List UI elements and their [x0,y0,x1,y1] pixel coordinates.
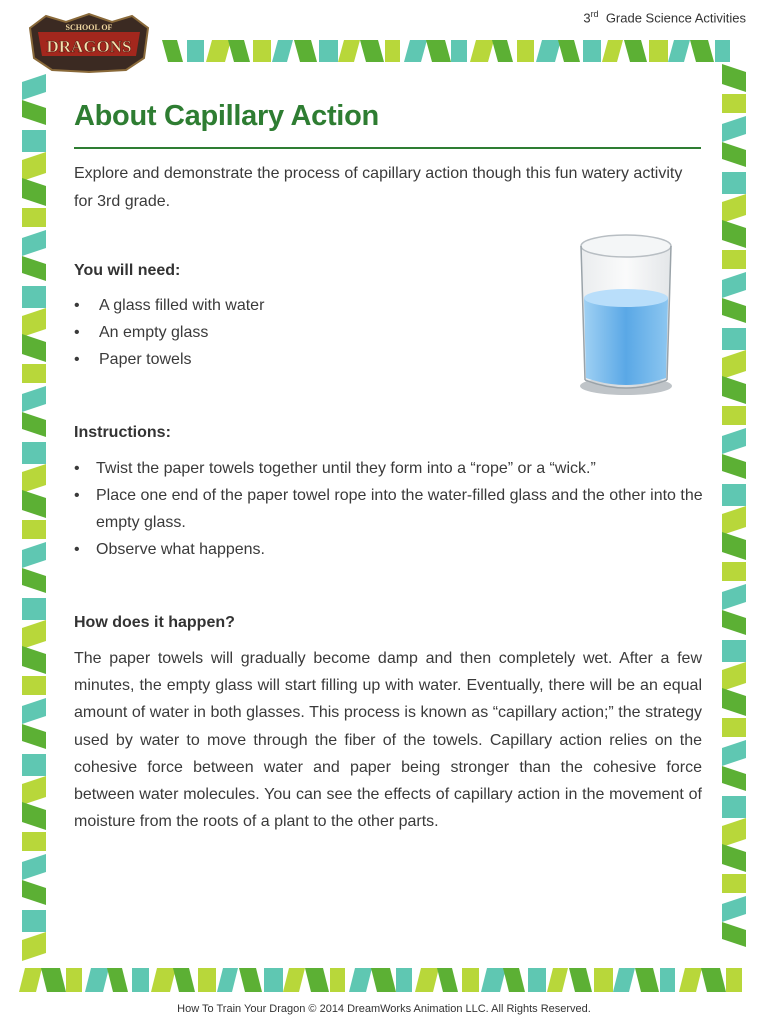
list-item: • An empty glass [74,319,474,346]
svg-text:DRAGONS: DRAGONS [46,37,132,56]
border-segment [635,968,659,992]
border-segment [722,740,746,766]
border-segment [722,844,746,872]
border-segment [722,662,746,691]
border-segment [22,386,46,412]
border-segment [85,968,109,992]
border-segment [722,874,746,893]
border-segment [283,968,305,992]
border-segment [722,376,746,404]
border-segment [319,40,338,62]
border-segment [722,406,746,425]
list-item: • Place one end of the paper towel rope into the water-filled glass and the other into the empty glass. [74,482,708,536]
border-segment [22,646,46,674]
border-segment [722,506,746,535]
border-segment [722,272,746,298]
border-segment [22,130,46,152]
border-segment [22,230,46,256]
border-segment [722,610,746,635]
border-segment [701,968,726,992]
border-segment [722,454,746,479]
border-segment [22,698,46,724]
border-segment [187,40,204,62]
border-segment [722,350,746,379]
border-segment [470,40,494,62]
border-segment [722,688,746,716]
border-segment [624,40,647,62]
materials-list [74,292,474,373]
border-segment [451,40,467,62]
border-segment [66,968,82,992]
border-segment [371,968,396,992]
border-segment [22,152,46,181]
border-segment [22,776,46,805]
border-segment [22,178,46,206]
border-segment [330,968,345,992]
border-segment [426,40,451,62]
border-segment [722,896,746,922]
border-segment [162,40,183,62]
border-segment [22,100,46,125]
border-segment [583,40,601,62]
border-segment [415,968,439,992]
border-segment [198,968,216,992]
border-segment [602,40,623,62]
border-segment [22,364,46,383]
border-segment [22,286,46,308]
border-segment [594,968,613,992]
border-segment [547,968,568,992]
border-segment [22,802,46,830]
border-segment [22,334,46,362]
title-divider [74,147,701,149]
border-segment [492,40,513,62]
svg-text:SCHOOL OF: SCHOOL OF [65,23,113,32]
grade-label: 3rd Grade Science Activities [583,9,746,26]
border-segment [722,562,746,581]
border-segment [722,328,746,350]
border-segment [19,968,42,992]
border-segment [481,968,506,992]
border-segment [722,298,746,323]
border-segment [722,172,746,194]
border-segment [462,968,479,992]
border-segment [338,40,360,62]
border-segment [722,718,746,737]
border-segment [22,832,46,851]
border-segment [722,584,746,610]
border-segment [22,724,46,749]
border-segment [22,464,46,493]
border-segment [22,256,46,281]
border-segment [536,40,561,62]
border-segment [294,40,317,62]
border-segment [404,40,427,62]
border-segment [22,598,46,620]
border-segment [349,968,372,992]
border-segment [715,40,730,62]
border-segment [722,484,746,506]
list-item: • Observe what happens. [74,536,708,563]
border-segment [722,796,746,818]
border-segment [668,40,690,62]
border-segment [173,968,195,992]
border-segment [722,94,746,113]
border-segment [22,520,46,539]
border-segment [722,194,746,223]
border-segment [253,40,271,62]
border-segment [22,910,46,932]
border-segment [206,40,231,62]
border-segment [722,818,746,847]
border-segment [22,542,46,568]
border-segment [437,968,458,992]
page-title: About Capillary Action [74,100,379,132]
border-segment [22,208,46,227]
border-segment [528,968,546,992]
border-segment [22,490,46,518]
water-glass-illustration [575,226,677,402]
list-item: • Paper towels [74,346,474,373]
border-segment [22,568,46,593]
border-segment [722,922,746,947]
border-segment [239,968,262,992]
materials-heading: You will need: [74,262,181,279]
border-segment [360,40,384,62]
border-segment [558,40,580,62]
intro-paragraph: Explore and demonstrate the process of capillary action though this fun watery activity for 3rd grade. [74,165,683,210]
border-segment [22,442,46,464]
border-segment [679,968,702,992]
border-segment [690,40,714,62]
border-segment [722,428,746,454]
copyright-footer: How To Train Your Dragon © 2014 DreamWorks Animation LLC. All Rights Reserved. [177,1003,591,1015]
list-item: • A glass filled with water [74,292,474,319]
border-segment [722,116,746,142]
border-segment [503,968,525,992]
border-segment [217,968,238,992]
instructions-list [74,455,708,563]
border-segment [396,968,412,992]
border-segment [722,220,746,248]
border-segment [41,968,66,992]
border-segment [660,968,675,992]
border-segment [22,880,46,905]
border-segment [151,968,176,992]
border-segment [264,968,283,992]
border-segment [722,640,746,662]
border-segment [132,968,149,992]
border-segment [726,968,742,992]
border-segment [22,932,46,961]
border-segment [385,40,400,62]
border-segment [569,968,592,992]
border-segment [517,40,534,62]
school-of-dragons-logo [26,12,152,74]
border-segment [22,754,46,776]
explanation-heading: How does it happen? [74,614,235,631]
border-segment [613,968,635,992]
border-segment [22,74,46,100]
border-segment [272,40,293,62]
explanation-paragraph: The paper towels will gradually become damp and then completely wet. After a few minutes, the empty glass will start filling up with water. Eventually, there will be an equal amount of water in both glasses. This process is known as “capillary action;” the strategy used by water to move through the fiber of the towels. Capillary action relies on the cohesive force between water and paper being stronger than the cohesive force between water molecules. You can see the effects of capillary action in the movement of moisture from the roots of a plant to the other parts. [74,650,702,831]
border-segment [22,412,46,437]
border-segment [22,854,46,880]
border-segment [722,250,746,269]
border-segment [305,968,329,992]
border-segment [722,532,746,560]
border-segment [228,40,250,62]
border-segment [22,676,46,695]
instructions-heading: Instructions: [74,424,171,441]
list-item: • Twist the paper towels together until they form into a “rope” or a “wick.” [74,455,708,482]
border-segment [722,142,746,167]
border-segment [649,40,668,62]
border-segment [722,766,746,791]
border-segment [107,968,128,992]
border-segment [22,308,46,337]
border-segment [22,620,46,649]
border-segment [722,64,746,92]
